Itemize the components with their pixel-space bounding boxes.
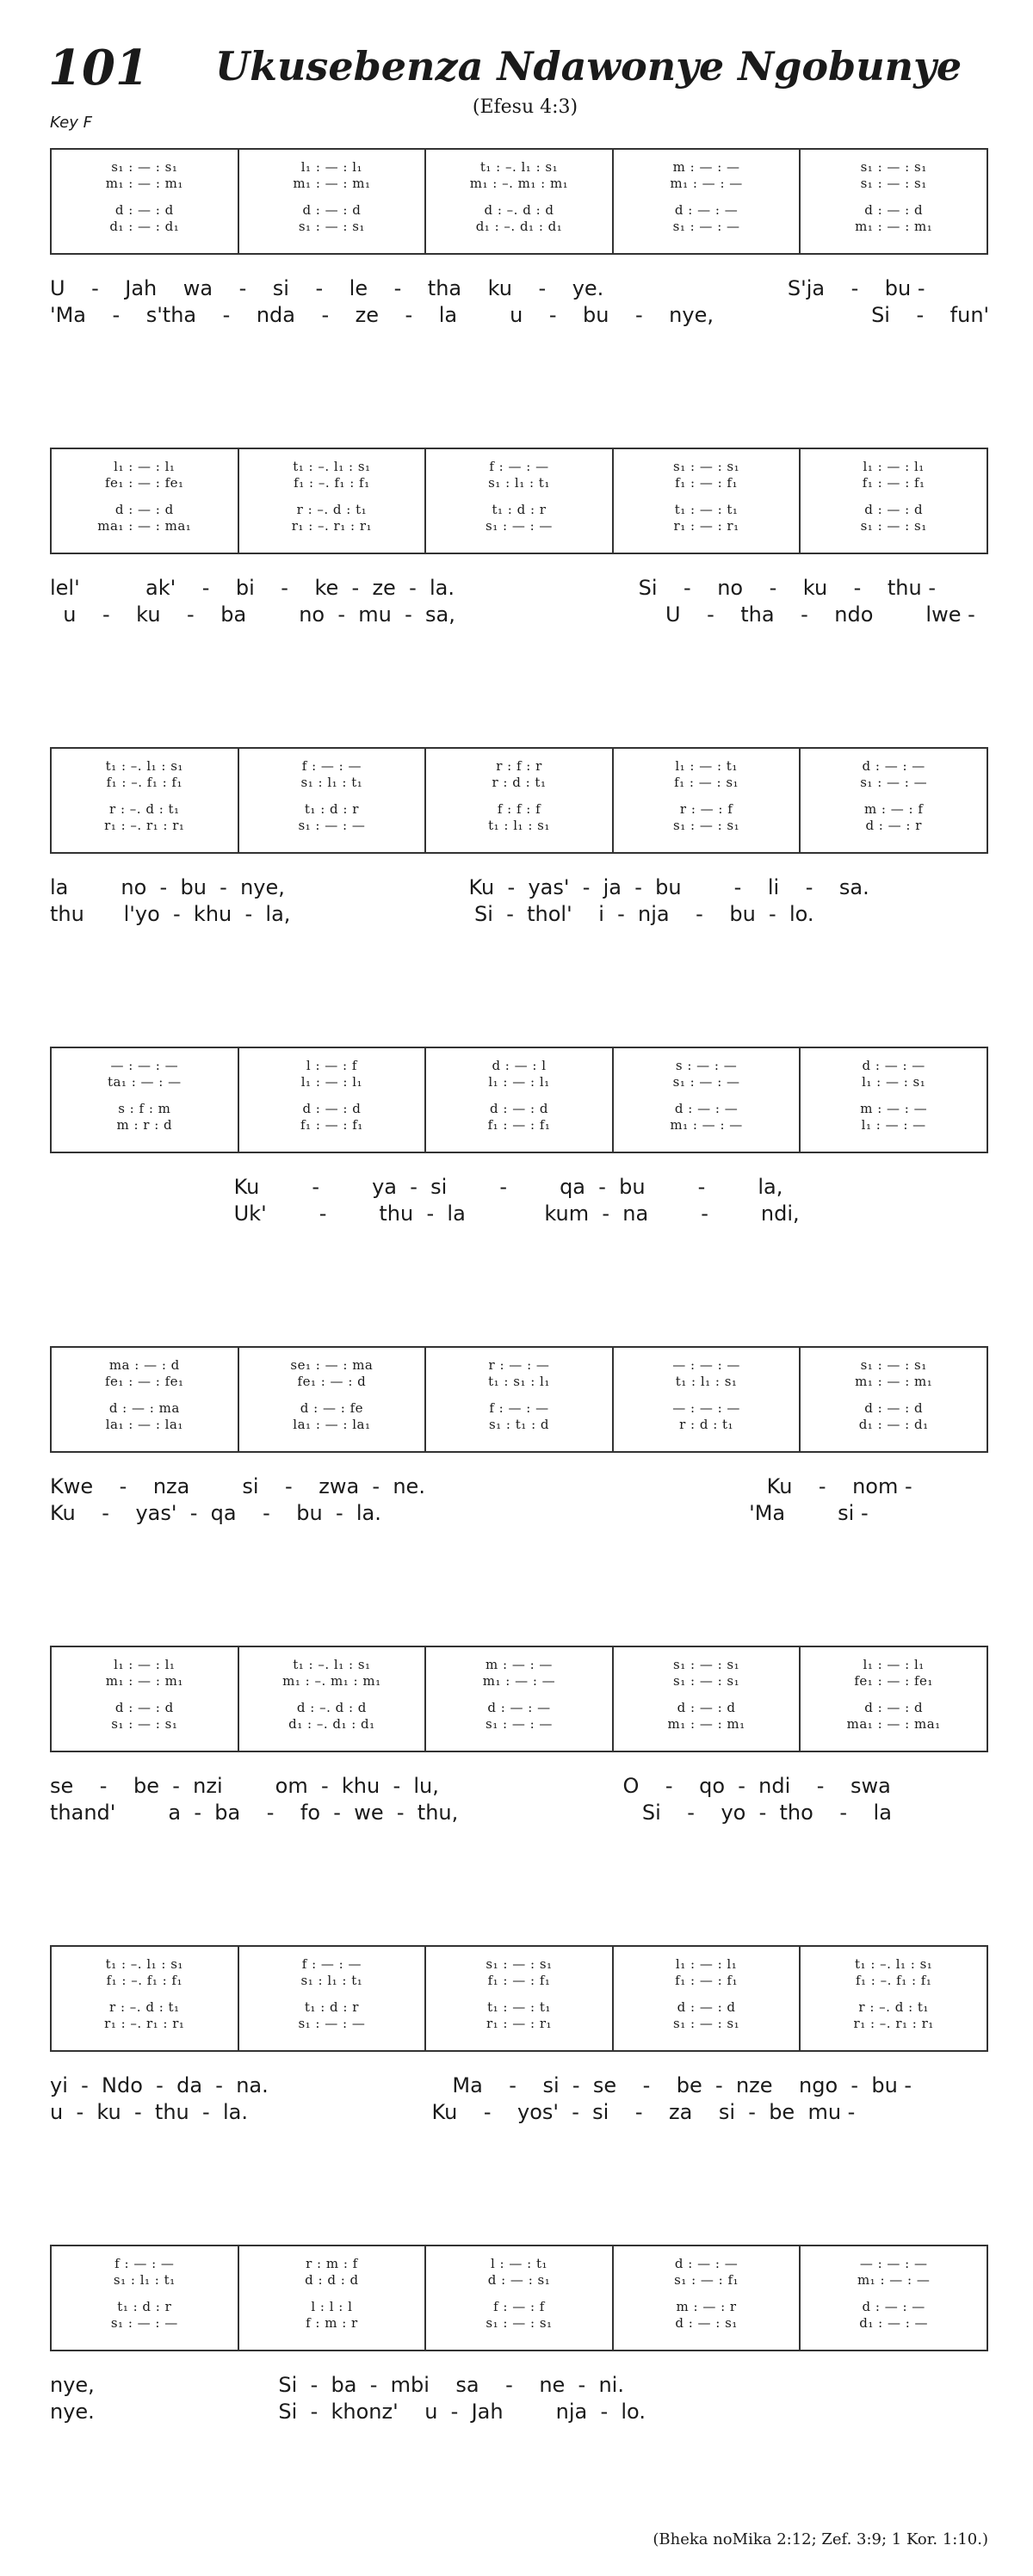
soprano-line: s₁ : — : s₁: [860, 1357, 927, 1373]
alto-line: d : — : s₁: [487, 2272, 551, 2288]
measure: [799, 1947, 987, 2050]
lyrics: [50, 874, 988, 928]
alto-line: s₁ : — : —: [672, 1074, 740, 1090]
bass-line: r₁ : –. r₁ : r₁: [853, 2016, 934, 2031]
alto-line: s₁ : — : s₁: [860, 176, 927, 191]
tenor-line: f : f : f: [497, 801, 541, 817]
alto-line: l₁ : — : s₁: [862, 1074, 926, 1090]
staff-box: [50, 1646, 988, 1752]
alto-line: f₁ : — : f₁: [675, 475, 738, 491]
tenor-line: d : — : d: [677, 1700, 736, 1715]
bass-line: s₁ : — : s₁: [860, 518, 927, 534]
measure: [238, 1348, 425, 1451]
staff-box: [50, 747, 988, 854]
soprano-line: — : — : —: [672, 1357, 740, 1373]
measure: [799, 2246, 987, 2350]
alto-line: m₁ : — : m₁: [105, 1673, 183, 1689]
music-system: [50, 1047, 988, 1227]
bass-line: f : m : r: [306, 2315, 358, 2331]
measure: [238, 449, 425, 553]
soprano-line: f : — : —: [301, 758, 362, 774]
tenor-line: m : — : —: [860, 1101, 928, 1116]
tenor-line: m : — : f: [863, 801, 924, 817]
bass-line: s₁ : t₁ : d: [488, 1417, 549, 1432]
bass-line: s₁ : — : s₁: [673, 818, 740, 833]
soprano-line: t₁ : –. l₁ : s₁: [293, 1657, 371, 1672]
alto-line: fe₁ : — : fe₁: [105, 1374, 184, 1389]
lyric-line-verse-2: Ku - yas' - qa - bu - la. 'Ma si -: [50, 1501, 869, 1525]
bass-line: f₁ : — : f₁: [300, 1117, 363, 1133]
bass-line: s₁ : — : —: [486, 1716, 553, 1732]
measure: [52, 1048, 238, 1152]
staff-box: [50, 448, 988, 554]
soprano-line: r : m : f: [306, 2256, 358, 2271]
soprano-line: f : — : —: [114, 2256, 175, 2271]
alto-line: fe₁ : — : d: [297, 1374, 367, 1389]
bass-line: s₁ : — : —: [486, 518, 553, 534]
lyric-line-verse-2: thand' a - ba - fo - we - thu, Si - yo - tho - la: [50, 1801, 892, 1825]
bass-line: s₁ : — : s₁: [298, 219, 365, 234]
alto-line: f₁ : — : f₁: [862, 475, 925, 491]
lyric-line-verse-2: nye. Si - khonz' u - Jah nja - lo.: [50, 2400, 646, 2424]
measure: [52, 749, 238, 852]
soprano-line: — : — : —: [859, 2256, 928, 2271]
bass-line: m₁ : — : —: [670, 1117, 743, 1133]
soprano-line: d : — : —: [862, 1058, 925, 1073]
soprano-line: s₁ : — : s₁: [860, 159, 927, 175]
measure: [238, 2246, 425, 2350]
tenor-line: d : — : d: [864, 1400, 924, 1416]
tenor-line: — : — : —: [672, 1400, 740, 1416]
tenor-line: d : — : d: [114, 502, 174, 517]
bass-line: s₁ : — : s₁: [673, 2016, 740, 2031]
bass-line: r₁ : –. r₁ : r₁: [104, 2016, 185, 2031]
hymn-title: Ukusebenza Ndawonye Ngobunye: [215, 43, 962, 90]
tenor-line: r : — : f: [679, 801, 733, 817]
lyric-line-verse-1: yi - Ndo - da - na. Ma - si - se - be - nze ngo - bu -: [50, 2073, 912, 2097]
lyrics: [50, 575, 988, 628]
soprano-line: l : — : f: [306, 1058, 357, 1073]
bass-line: r : d : t₁: [679, 1417, 734, 1432]
soprano-line: d : — : l: [492, 1058, 547, 1073]
measure: [799, 1647, 987, 1751]
soprano-line: r : f : r: [496, 758, 542, 774]
alto-line: m₁ : — : m₁: [105, 176, 183, 191]
soprano-line: l₁ : — : l₁: [114, 459, 176, 474]
measure: [52, 1647, 238, 1751]
measure: [799, 749, 987, 852]
soprano-line: s₁ : — : s₁: [111, 159, 178, 175]
tenor-line: t₁ : — : t₁: [674, 502, 739, 517]
soprano-line: s₁ : — : s₁: [673, 1657, 740, 1672]
tenor-line: t₁ : — : t₁: [487, 1999, 551, 2015]
bass-line: s₁ : — : s₁: [486, 2315, 553, 2331]
bass-line: ma₁ : — : ma₁: [97, 518, 192, 534]
alto-line: m₁ : — : —: [857, 2272, 931, 2288]
key-signature: Key F: [50, 114, 92, 132]
alto-line: l₁ : — : l₁: [300, 1074, 363, 1090]
tenor-line: l : l : l: [311, 2299, 353, 2314]
measure: [52, 1348, 238, 1451]
bass-line: d₁ : — : d₁: [109, 219, 180, 234]
bass-line: la₁ : — : la₁: [105, 1417, 183, 1432]
tenor-line: d : — : d: [677, 1999, 736, 2015]
bass-line: r₁ : –. r₁ : r₁: [291, 518, 373, 534]
lyric-line-verse-2: u - ku - thu - la. Ku - yos' - si - za si - be mu -: [50, 2100, 856, 2124]
bass-line: s₁ : — : —: [672, 219, 740, 234]
tenor-line: d : — : —: [487, 1700, 551, 1715]
tenor-line: d : — : —: [674, 1101, 739, 1116]
staff-box: [50, 2245, 988, 2351]
lyric-line-verse-2: u - ku - ba no - mu - sa, U - tha - ndo lwe -: [50, 602, 975, 627]
tenor-line: t₁ : d : r: [304, 801, 359, 817]
measure: [424, 1647, 612, 1751]
soprano-line: — : — : —: [110, 1058, 179, 1073]
measure: [612, 1647, 800, 1751]
bass-line: d₁ : — : —: [859, 2315, 929, 2331]
alto-line: r : d : t₁: [492, 775, 547, 790]
music-system: [50, 1346, 988, 1527]
lyrics: [50, 275, 988, 329]
soprano-line: f : — : —: [301, 1956, 362, 1972]
lyric-line-verse-1: U - Jah wa - si - le - tha ku - ye. S'ja - bu -: [50, 276, 925, 300]
measure: [799, 1348, 987, 1451]
lyric-line-verse-1: se - be - nzi om - khu - lu, O - qo - ndi - swa: [50, 1774, 891, 1798]
measure: [612, 150, 800, 253]
alto-line: f₁ : — : f₁: [487, 1973, 551, 1988]
tenor-line: d : — : ma: [108, 1400, 180, 1416]
alto-line: m₁ : –. m₁ : m₁: [469, 176, 569, 191]
staff-box: [50, 1047, 988, 1153]
soprano-line: se₁ : — : ma: [290, 1357, 374, 1373]
measure: [612, 1348, 800, 1451]
footer-references: (Bheka noMika 2:12; Zef. 3:9; 1 Kor. 1:10.): [653, 2530, 988, 2548]
alto-line: s₁ : — : —: [860, 775, 928, 790]
measure: [799, 150, 987, 253]
tenor-line: d : — : d: [302, 1101, 362, 1116]
measure: [238, 150, 425, 253]
tenor-line: t₁ : d : r: [304, 1999, 359, 2015]
tenor-line: s : f : m: [118, 1101, 171, 1116]
alto-line: f₁ : –. f₁ : f₁: [106, 1973, 182, 1988]
measure: [238, 749, 425, 852]
alto-line: f₁ : — : f₁: [675, 1973, 738, 1988]
bass-line: s₁ : — : —: [298, 2016, 366, 2031]
bass-line: s₁ : — : —: [110, 2315, 178, 2331]
soprano-line: t₁ : –. l₁ : s₁: [293, 459, 371, 474]
alto-line: f₁ : –. f₁ : f₁: [294, 475, 370, 491]
alto-line: t₁ : l₁ : s₁: [675, 1374, 738, 1389]
alto-line: t₁ : s₁ : l₁: [488, 1374, 550, 1389]
tenor-line: d : — : d: [490, 1101, 548, 1116]
soprano-line: t₁ : –. l₁ : s₁: [105, 1956, 183, 1972]
lyric-line-verse-2: 'Ma - s'tha - nda - ze - la u - bu - nye, Si - fun': [50, 303, 990, 327]
measure: [424, 2246, 612, 2350]
measure: [238, 1647, 425, 1751]
measure: [238, 1947, 425, 2050]
lyric-line-verse-1: nye, Si - ba - mbi sa - ne - ni.: [50, 2373, 624, 2397]
bass-line: d : — : s₁: [675, 2315, 738, 2331]
measure: [799, 449, 987, 553]
tenor-line: f : — : —: [489, 1400, 549, 1416]
tenor-line: r : –. d : t₁: [296, 502, 368, 517]
lyric-line-verse-1: lel' ak' - bi - ke - ze - la. Si - no - ku - thu -: [50, 576, 936, 600]
measure: [424, 150, 612, 253]
lyrics: [50, 1773, 988, 1826]
measure: [799, 1048, 987, 1152]
bass-line: d₁ : –. d₁ : d₁: [475, 219, 563, 234]
measure: [612, 449, 800, 553]
bass-line: la₁ : — : la₁: [293, 1417, 371, 1432]
bass-line: r₁ : –. r₁ : r₁: [104, 818, 185, 833]
soprano-line: d : — : —: [862, 758, 925, 774]
measure: [424, 449, 612, 553]
alto-line: s₁ : — : s₁: [673, 1673, 740, 1689]
alto-line: s₁ : — : f₁: [674, 2272, 739, 2288]
alto-line: f₁ : –. f₁ : f₁: [855, 1973, 932, 1988]
measure: [52, 2246, 238, 2350]
soprano-line: s₁ : — : s₁: [486, 1956, 553, 1972]
measure: [612, 749, 800, 852]
measure: [612, 1048, 800, 1152]
alto-line: m₁ : — : —: [482, 1673, 556, 1689]
tenor-line: d : — : d: [114, 202, 174, 218]
lyrics: [50, 2073, 988, 2126]
bass-line: d₁ : — : d₁: [858, 1417, 929, 1432]
tenor-line: d : — : d: [864, 1700, 924, 1715]
tenor-line: d : — : —: [862, 2299, 925, 2314]
measure: [424, 1947, 612, 2050]
tenor-line: f : — : f: [493, 2299, 545, 2314]
bass-line: m₁ : — : m₁: [855, 219, 933, 234]
alto-line: ta₁ : — : —: [107, 1074, 182, 1090]
tenor-line: r : –. d : t₁: [109, 801, 180, 817]
bass-line: s₁ : — : —: [298, 818, 366, 833]
bass-line: ma₁ : — : ma₁: [846, 1716, 941, 1732]
measure: [612, 2246, 800, 2350]
soprano-line: l : — : t₁: [490, 2256, 547, 2271]
alto-line: m₁ : — : —: [670, 176, 743, 191]
tenor-line: d : — : d: [302, 202, 362, 218]
music-system: [50, 747, 988, 928]
music-system: [50, 1646, 988, 1826]
lyrics: [50, 1473, 988, 1527]
bass-line: s₁ : — : s₁: [111, 1716, 178, 1732]
tenor-line: t₁ : d : r: [492, 502, 547, 517]
soprano-line: ma : — : d: [108, 1357, 180, 1373]
tenor-line: r : –. d : t₁: [109, 1999, 180, 2015]
bass-line: f₁ : — : f₁: [487, 1117, 551, 1133]
bass-line: r₁ : — : r₁: [486, 2016, 552, 2031]
soprano-line: t₁ : –. l₁ : s₁: [105, 758, 183, 774]
soprano-line: r : — : —: [488, 1357, 550, 1373]
music-system: [50, 448, 988, 628]
alto-line: m₁ : –. m₁ : m₁: [282, 1673, 381, 1689]
tenor-line: d : — : —: [674, 202, 739, 218]
measure: [424, 1348, 612, 1451]
soprano-line: f : — : —: [489, 459, 549, 474]
lyric-line-verse-1: Kwe - nza si - zwa - ne. Ku - nom -: [50, 1474, 912, 1498]
tenor-line: r : –. d : t₁: [858, 1999, 929, 2015]
bass-line: l₁ : — : —: [861, 1117, 926, 1133]
alto-line: fe₁ : — : fe₁: [854, 1673, 933, 1689]
bass-line: m₁ : — : m₁: [667, 1716, 745, 1732]
alto-line: m₁ : — : m₁: [855, 1374, 933, 1389]
soprano-line: l₁ : — : l₁: [114, 1657, 176, 1672]
tenor-line: t₁ : d : r: [117, 2299, 172, 2314]
alto-line: s₁ : l₁ : t₁: [488, 475, 550, 491]
soprano-line: d : — : —: [674, 2256, 739, 2271]
hymn-number: 101: [48, 40, 149, 96]
alto-line: s₁ : l₁ : t₁: [300, 1973, 363, 1988]
lyric-line-verse-1: la no - bu - nye, Ku - yas' - ja - bu - li - sa.: [50, 875, 869, 899]
soprano-line: m : — : —: [486, 1657, 553, 1672]
tenor-line: d : — : d: [864, 502, 924, 517]
scripture-reference: (Efesu 4:3): [472, 96, 578, 118]
measure: [424, 749, 612, 852]
alto-line: s₁ : l₁ : t₁: [300, 775, 363, 790]
staff-box: [50, 148, 988, 255]
soprano-line: l₁ : — : t₁: [675, 758, 738, 774]
alto-line: fe₁ : — : fe₁: [105, 475, 184, 491]
staff-box: [50, 1945, 988, 2052]
measure: [52, 150, 238, 253]
measure: [52, 1947, 238, 2050]
measure: [424, 1048, 612, 1152]
tenor-line: d : –. d : d: [484, 202, 554, 218]
alto-line: f₁ : — : s₁: [674, 775, 739, 790]
lyric-line-verse-1: Ku - ya - si - qa - bu - la,: [50, 1175, 783, 1199]
measure: [612, 1947, 800, 2050]
bass-line: m : r : d: [116, 1117, 173, 1133]
soprano-line: l₁ : — : l₁: [863, 459, 925, 474]
alto-line: d : d : d: [305, 2272, 359, 2288]
tenor-line: d : — : fe: [300, 1400, 363, 1416]
tenor-line: d : — : d: [114, 1700, 174, 1715]
music-system: [50, 2245, 988, 2425]
bass-line: t₁ : l₁ : s₁: [488, 818, 550, 833]
lyrics: [50, 2372, 988, 2425]
tenor-line: d : — : d: [864, 202, 924, 218]
tenor-line: m : — : r: [676, 2299, 737, 2314]
alto-line: m₁ : — : m₁: [293, 176, 371, 191]
alto-line: s₁ : l₁ : t₁: [113, 2272, 176, 2288]
alto-line: f₁ : –. f₁ : f₁: [106, 775, 182, 790]
tenor-line: d : –. d : d: [296, 1700, 367, 1715]
soprano-line: l₁ : — : l₁: [863, 1657, 925, 1672]
alto-line: l₁ : — : l₁: [488, 1074, 550, 1090]
soprano-line: s : — : —: [675, 1058, 738, 1073]
soprano-line: l₁ : — : l₁: [300, 159, 363, 175]
soprano-line: s₁ : — : s₁: [673, 459, 740, 474]
soprano-line: m : — : —: [672, 159, 740, 175]
bass-line: d : — : r: [865, 818, 922, 833]
music-system: [50, 148, 988, 329]
music-system: [50, 1945, 988, 2126]
staff-box: [50, 1346, 988, 1453]
lyrics: [50, 1174, 988, 1227]
bass-line: r₁ : — : r₁: [673, 518, 739, 534]
soprano-line: t₁ : –. l₁ : s₁: [479, 159, 559, 175]
bass-line: d₁ : –. d₁ : d₁: [288, 1716, 375, 1732]
lyric-line-verse-2: Uk' - thu - la kum - na - ndi,: [50, 1202, 800, 1226]
lyric-line-verse-2: thu l'yo - khu - la, Si - thol' i - nja - bu - lo.: [50, 902, 814, 926]
soprano-line: t₁ : –. l₁ : s₁: [855, 1956, 933, 1972]
measure: [238, 1048, 425, 1152]
measure: [52, 449, 238, 553]
soprano-line: l₁ : — : l₁: [675, 1956, 738, 1972]
